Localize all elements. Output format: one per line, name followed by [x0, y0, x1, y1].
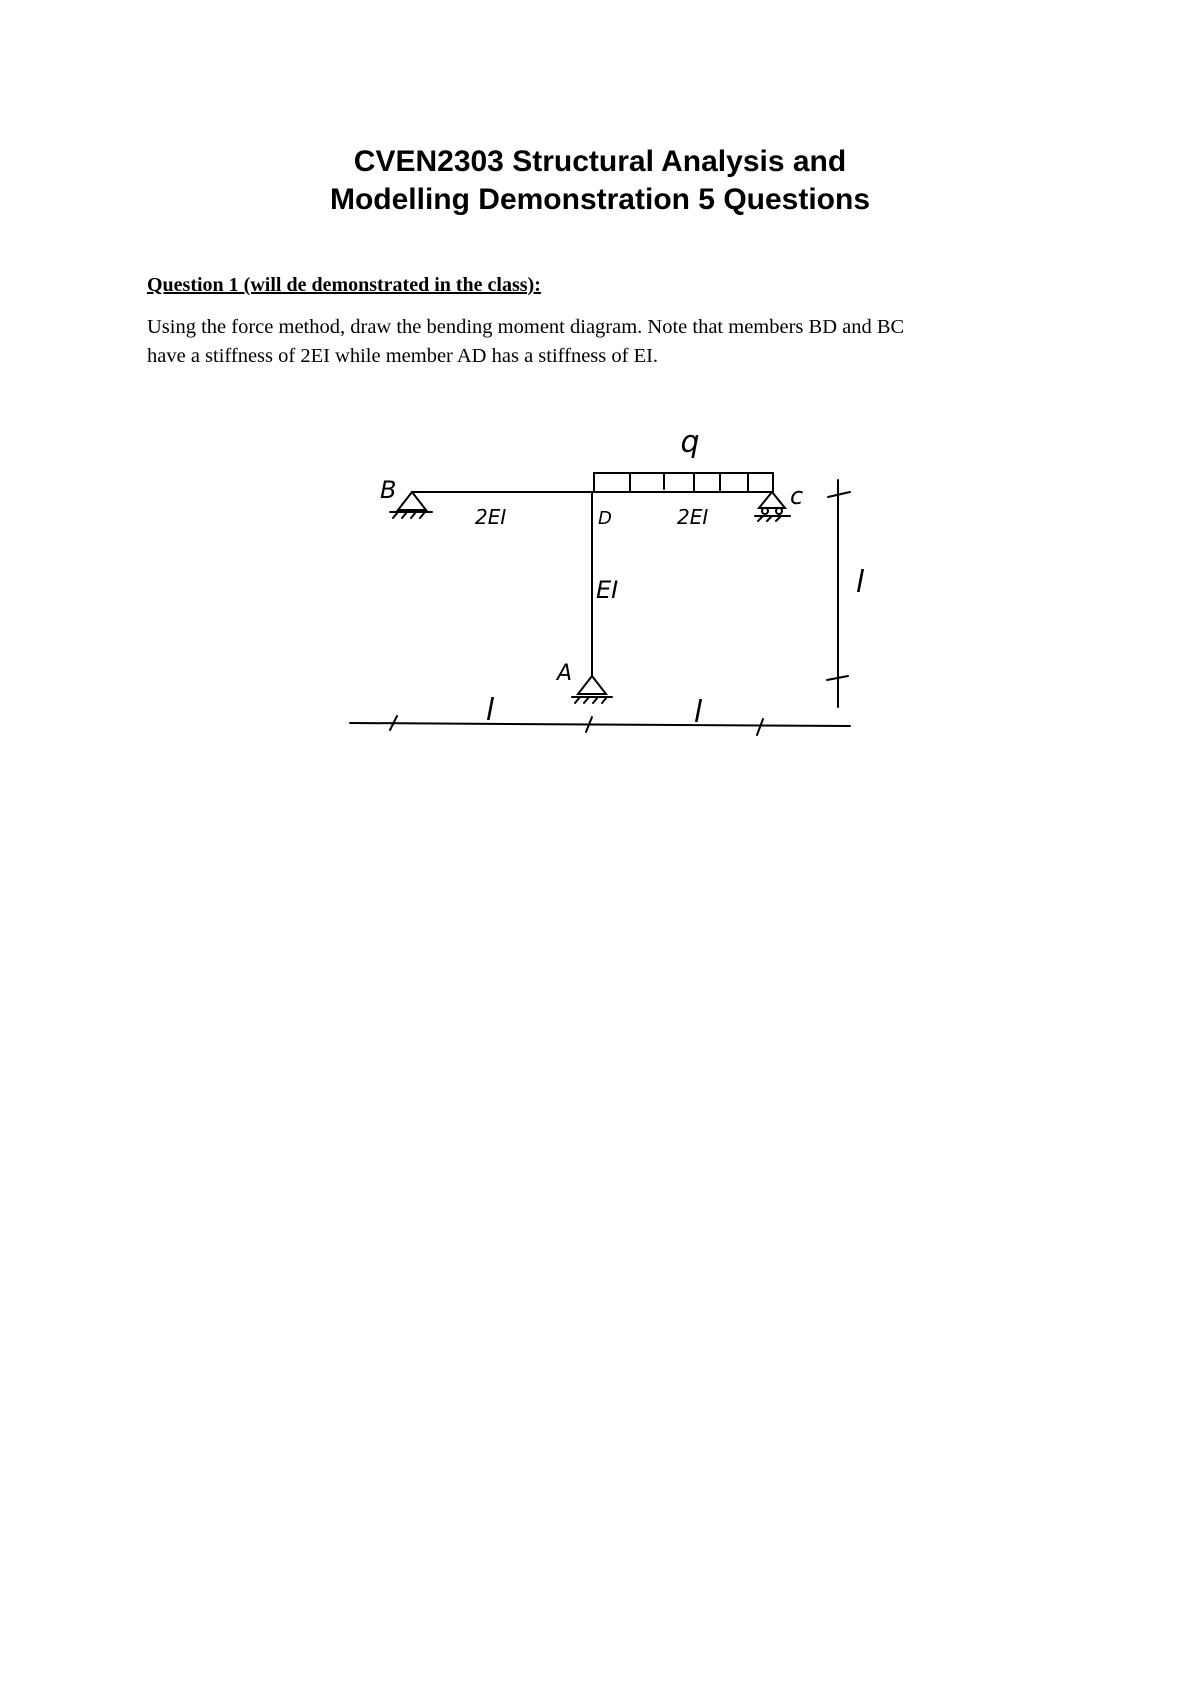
pin-support-a — [572, 676, 612, 703]
title-line-1: CVEN2303 Structural Analysis and — [353, 145, 847, 178]
question-text-line-1: Using the force method, draw the bending moment diagram. Note that members BD and BC — [147, 316, 905, 338]
dimension-label-right: l — [693, 695, 703, 730]
load-label: q — [680, 425, 700, 460]
stiffness-label-ad: EI — [596, 576, 619, 604]
node-label-c: c — [790, 482, 804, 510]
stiffness-label-bd: 2EI — [475, 505, 507, 529]
node-label-d: D — [598, 508, 612, 529]
dimension-label-height: l — [855, 565, 865, 600]
title-line-2: Modelling Demonstration 5 Questions — [329, 183, 871, 216]
horizontal-dimension — [350, 716, 850, 735]
question-heading: Question 1 (will de demonstrated in the class): — [147, 274, 541, 296]
question-text-line-2: have a stiffness of 2EI while member AD has a stiffness of EI. — [147, 345, 659, 367]
dimension-label-left: l — [485, 693, 495, 728]
distributed-load — [594, 473, 773, 492]
vertical-dimension — [827, 480, 850, 707]
roller-support-c — [755, 492, 790, 521]
node-label-a: A — [557, 661, 573, 686]
node-label-b: B — [380, 476, 397, 504]
stiffness-label-dc: 2EI — [677, 505, 709, 529]
